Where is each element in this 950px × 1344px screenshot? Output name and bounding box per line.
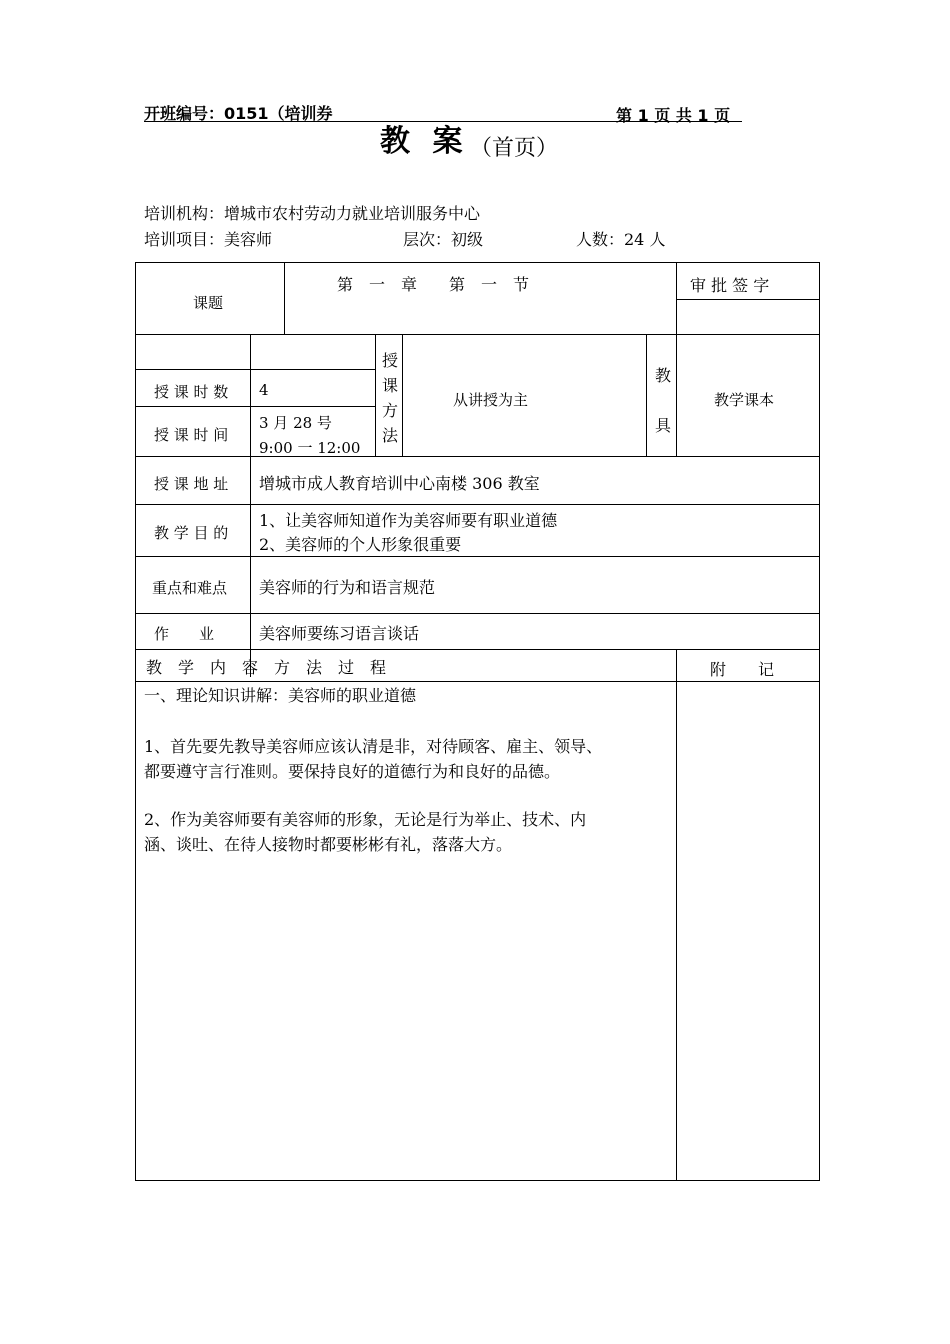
topic-label: 课题 [193, 294, 224, 312]
content-line: 2、作为美容师要有美容师的形象，无论是行为举止、技术、内 [144, 810, 587, 829]
notes-label: 附 记 [710, 660, 775, 679]
time-label: 授 课 时 间 [154, 426, 229, 444]
training-level: 层次：初级 [403, 230, 484, 249]
method-char-1: 授 [381, 351, 398, 370]
content-heading: 一、理论知识讲解：美容师的职业道德 [144, 686, 417, 705]
goal-item-2: 2、美容师的个人形象很重要 [259, 535, 462, 554]
method-char-3: 方 [381, 401, 398, 420]
goal-item-1: 1、让美容师知道作为美容师要有职业道德 [259, 511, 558, 530]
method-char-4: 法 [381, 426, 398, 445]
method-value: 从讲授为主 [453, 391, 529, 409]
approval-label: 审 批 签 字 [690, 276, 770, 295]
time-range: 9:00 一 12:00 [259, 439, 361, 457]
class-number: 开班编号：0151（培训券 [144, 104, 333, 123]
hours-value: 4 [259, 381, 269, 399]
tools-value: 教学课本 [714, 391, 775, 409]
hours-label: 授 课 时 数 [154, 383, 229, 401]
keypoints-value: 美容师的行为和语言规范 [259, 578, 436, 597]
content-line: 涵、谈吐、在待人接物时都要彬彬有礼，落落大方。 [144, 835, 513, 854]
time-date: 3 月 28 号 [259, 414, 332, 432]
training-org: 培训机构：增城市农村劳动力就业培训服务中心 [144, 204, 481, 223]
tools-char-1: 教 [655, 366, 672, 385]
place-label: 授 课 地 址 [154, 475, 229, 493]
homework-value: 美容师要练习语言谈话 [259, 624, 420, 643]
page-subtitle: （首页） [470, 136, 559, 161]
keypoints-label: 重点和难点 [152, 579, 228, 597]
content-line: 都要遵守言行准则。要保持良好的道德行为和良好的品德。 [144, 762, 561, 781]
place-value: 增城市成人教育培训中心南楼 306 教室 [259, 474, 540, 493]
page-info: 第 1 页 共 1 页 [616, 106, 731, 125]
page-title: 教 案 [380, 124, 469, 159]
chapter-section: 第 一 章 第 一 节 [337, 275, 530, 294]
method-char-2: 课 [381, 376, 398, 395]
training-project: 培训项目：美容师 [144, 230, 273, 249]
goal-label: 教 学 目 的 [154, 524, 229, 542]
tools-char-2: 具 [655, 416, 672, 435]
trainee-count: 人数：24 人 [576, 230, 666, 249]
method-label [379, 348, 401, 448]
content-line: 1、首先要先教导美容师应该认清是非，对待顾客、雇主、领导、 [144, 737, 603, 756]
homework-label: 作 业 [154, 625, 215, 643]
process-label: 教 学 内 容 方 法 过 程 [146, 658, 387, 677]
